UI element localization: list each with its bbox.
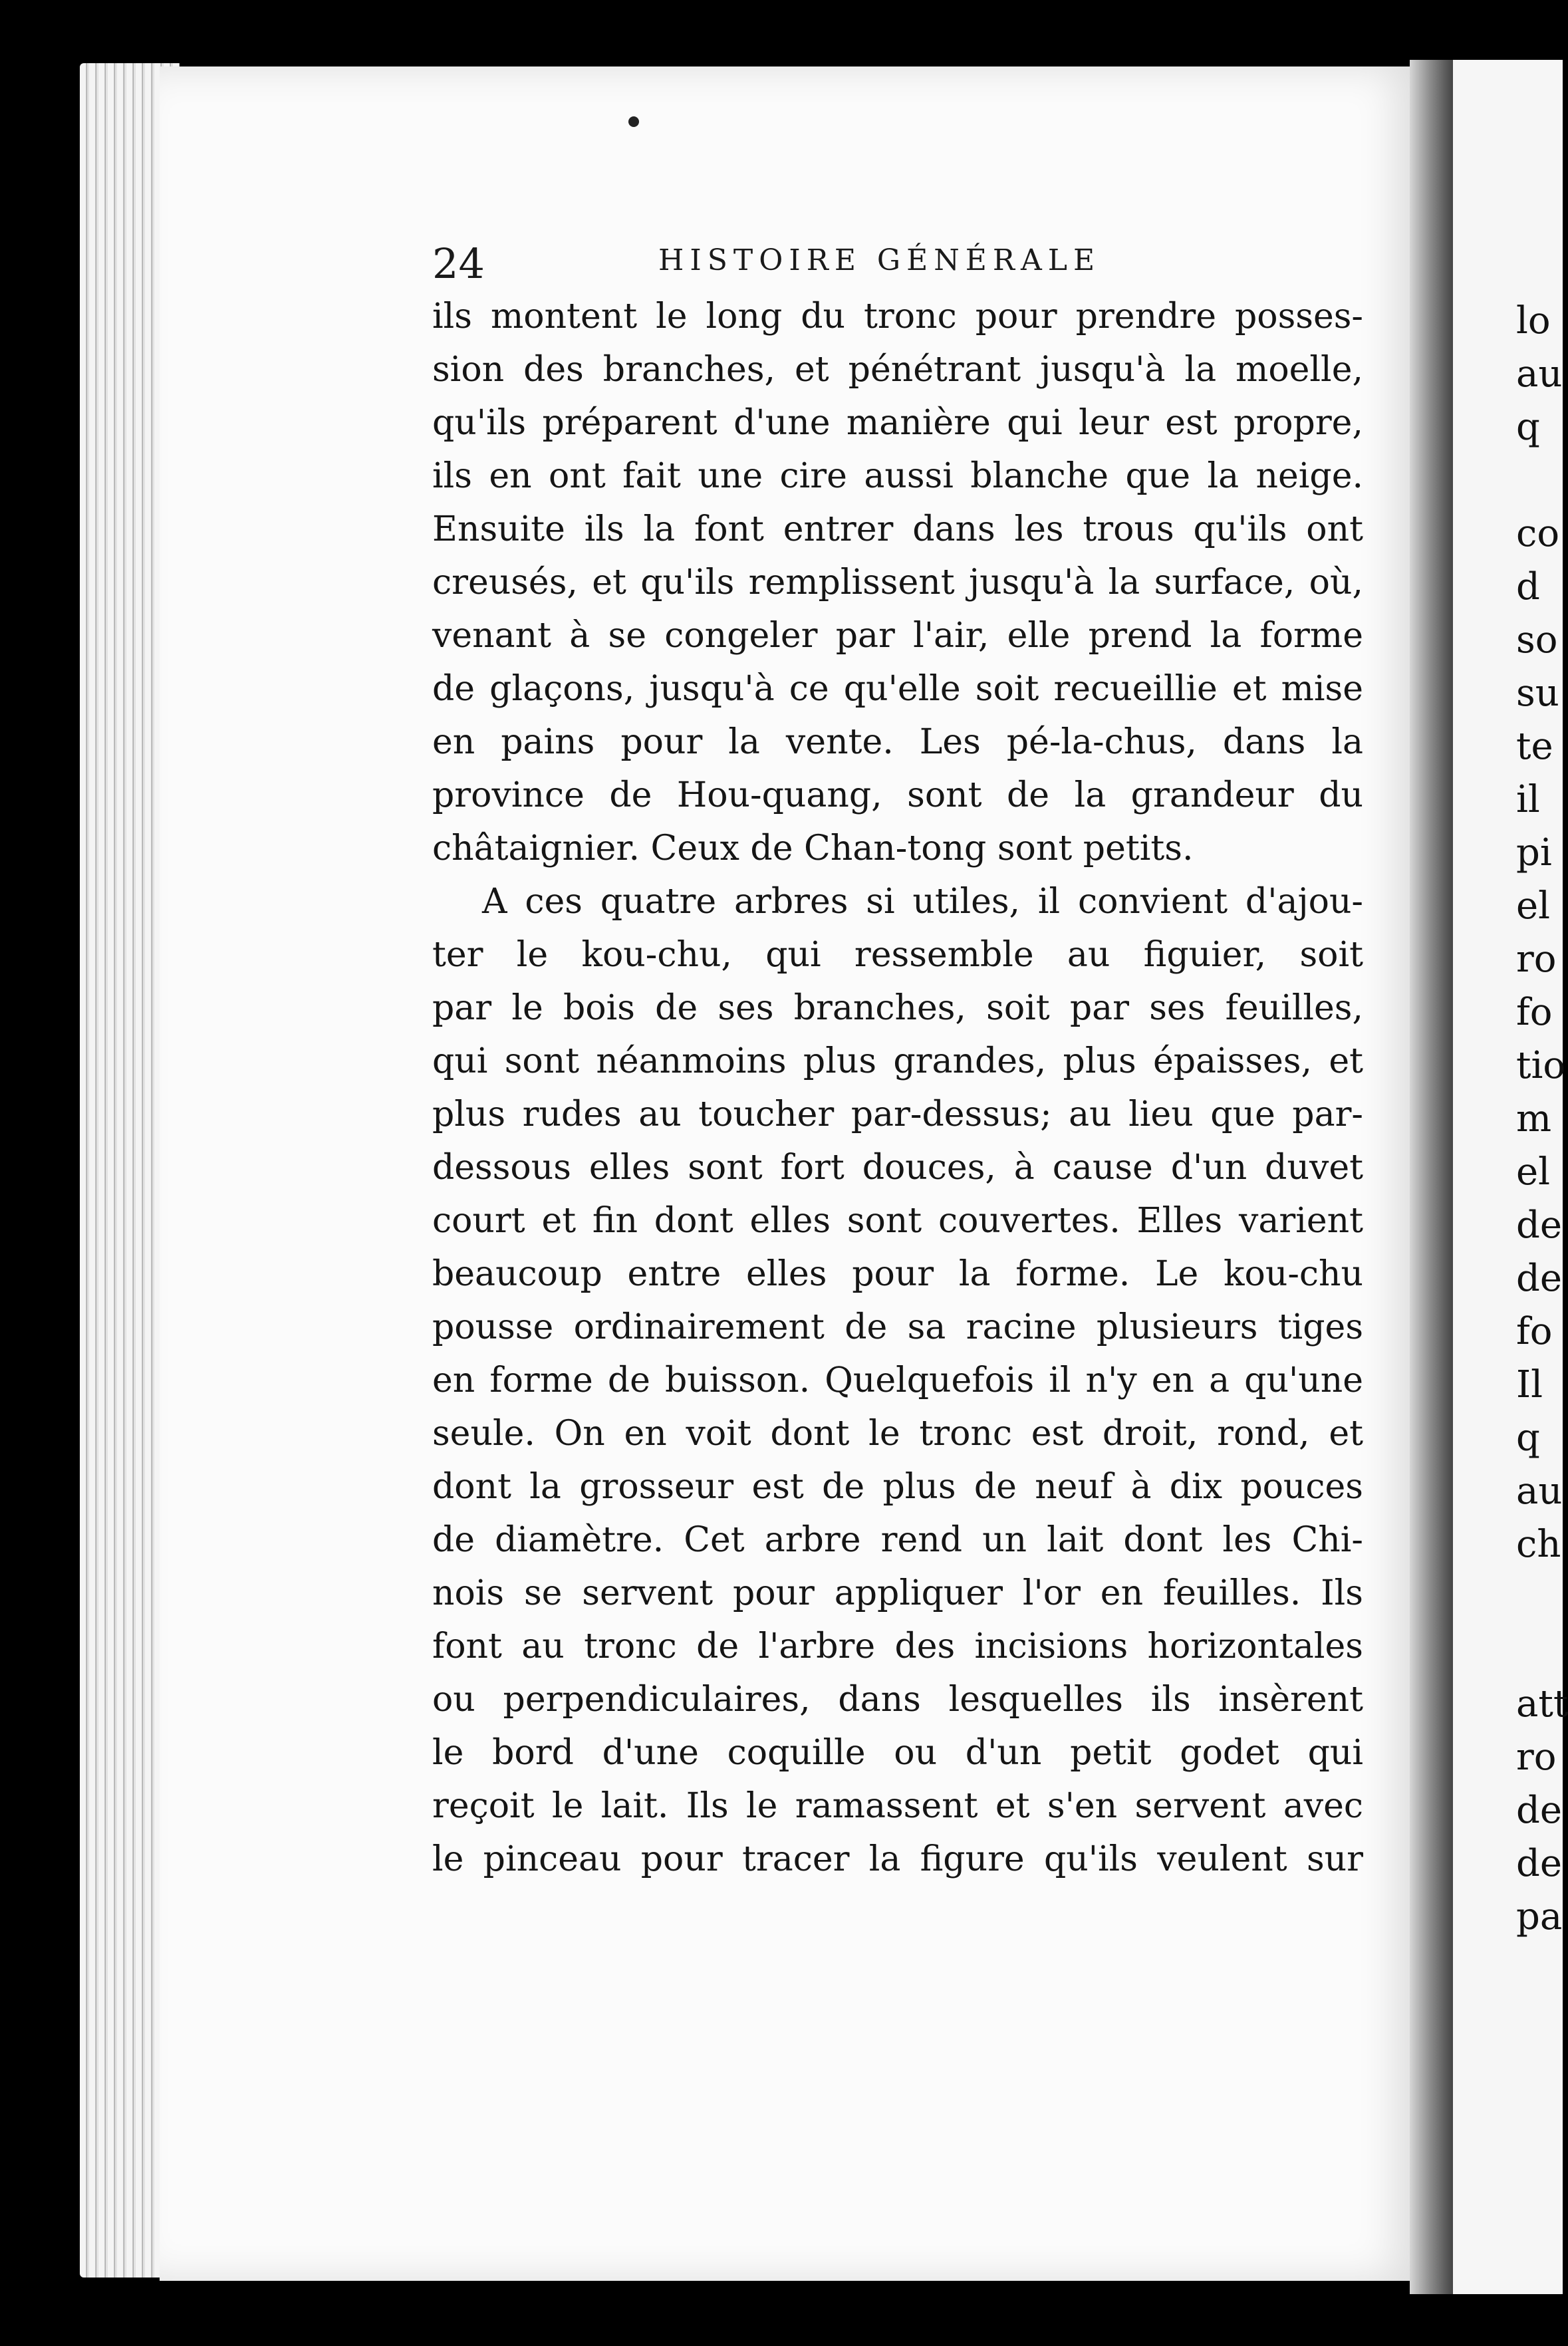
facing-fragment: lo [1516,299,1551,342]
text-line: le pinceau pour tracer la figure qu'ils veulent sur [432,1839,1363,1879]
text-line: pousse ordinairement de sa racine plusieurs tiges [432,1307,1363,1347]
facing-fragment: co [1516,512,1560,555]
facing-fragment: de [1516,1842,1562,1885]
facing-fragment: au [1516,352,1563,396]
facing-fragment: ch [1516,1523,1561,1566]
facing-fragment: au [1516,1470,1563,1513]
text-line: ou perpendiculaires, dans lesquelles ils insèrent [432,1680,1363,1720]
facing-fragment: su [1516,672,1559,715]
facing-fragment: el [1516,884,1551,928]
text-line: venant à se congeler par l'air, elle prend la forme [432,616,1363,656]
text-line: de glaçons, jusqu'à ce qu'elle soit recueillie et mise [432,669,1363,709]
facing-fragment: fo [1516,1310,1553,1353]
facing-fragment: pa [1516,1895,1563,1938]
facing-fragment: de [1516,1789,1562,1832]
facing-fragment: te [1516,725,1553,768]
text-line: A ces quatre arbres si utiles, il convient d'ajou- [482,882,1363,922]
facing-fragment: ro [1516,1736,1557,1779]
text-line: seule. On en voit dont le tronc est droit, rond, et [432,1414,1363,1454]
book-gutter [1410,60,1456,2294]
facing-fragment: il [1516,778,1540,821]
text-line: en forme de buisson. Quelquefois il n'y en a qu'une [432,1361,1363,1400]
text-line: qu'ils préparent d'une manière qui leur est propre, [432,403,1363,443]
text-line: plus rudes au toucher par-dessus; au lieu que par- [432,1095,1363,1134]
facing-fragment: Il [1516,1363,1543,1406]
text-line: de diamètre. Cet arbre rend un lait dont les Chi- [432,1520,1363,1560]
facing-fragment: de [1516,1257,1562,1300]
facing-fragment: m [1516,1097,1552,1140]
text-line: châtaignier. Ceux de Chan-tong sont petits. [432,829,1194,868]
text-line: Ensuite ils la font entrer dans les trous qu'ils ont [432,509,1363,549]
text-line: dessous elles sont fort douces, à cause d'un duvet [432,1148,1363,1188]
text-line: nois se servent pour appliquer l'or en feuilles. Ils [432,1573,1363,1613]
text-line: qui sont néanmoins plus grandes, plus épaisses, et [432,1041,1363,1081]
text-line: court et fin dont elles sont couvertes. Elles varient [432,1201,1363,1241]
facing-fragment: q [1516,406,1540,449]
text-line: font au tronc de l'arbre des incisions horizontales [432,1627,1363,1666]
facing-fragment: de [1516,1204,1562,1247]
text-line: ter le kou-chu, qui ressemble au figuier, soit [432,935,1363,975]
facing-fragment: q [1516,1416,1540,1460]
text-line: creusés, et qu'ils remplissent jusqu'à la surface, où, [432,563,1363,602]
facing-fragment: ro [1516,938,1557,981]
facing-fragment: d [1516,565,1540,608]
ink-spot [628,116,639,127]
text-line: le bord d'une coquille ou d'un petit godet qui [432,1733,1363,1773]
text-line: en pains pour la vente. Les pé-la-chus, dans la [432,722,1363,762]
facing-page [1453,60,1568,2294]
text-line: ils montent le long du tronc pour prendre posses- [432,297,1363,336]
text-line: province de Hou-quang, sont de la grandeur du [432,775,1363,815]
running-head: HISTOIRE GÉNÉRALE [658,243,1101,277]
facing-fragment: so [1516,618,1558,662]
page-number: 24 [432,239,485,288]
text-line: sion des branches, et pénétrant jusqu'à la moelle, [432,350,1363,390]
facing-fragment: pi [1516,831,1552,874]
facing-fragment: att [1516,1682,1568,1726]
text-line: ils en ont fait une cire aussi blanche que la neige. [432,456,1363,496]
facing-fragment: fo [1516,991,1553,1034]
facing-fragment: el [1516,1150,1551,1194]
facing-fragment: tio [1516,1044,1566,1087]
text-line: reçoit le lait. Ils le ramassent et s'en servent avec [432,1786,1363,1826]
text-line: dont la grosseur est de plus de neuf à dix pouces [432,1467,1363,1507]
text-line: par le bois de ses branches, soit par ses feuilles, [432,988,1363,1028]
text-line: beaucoup entre elles pour la forme. Le kou-chu [432,1254,1363,1294]
